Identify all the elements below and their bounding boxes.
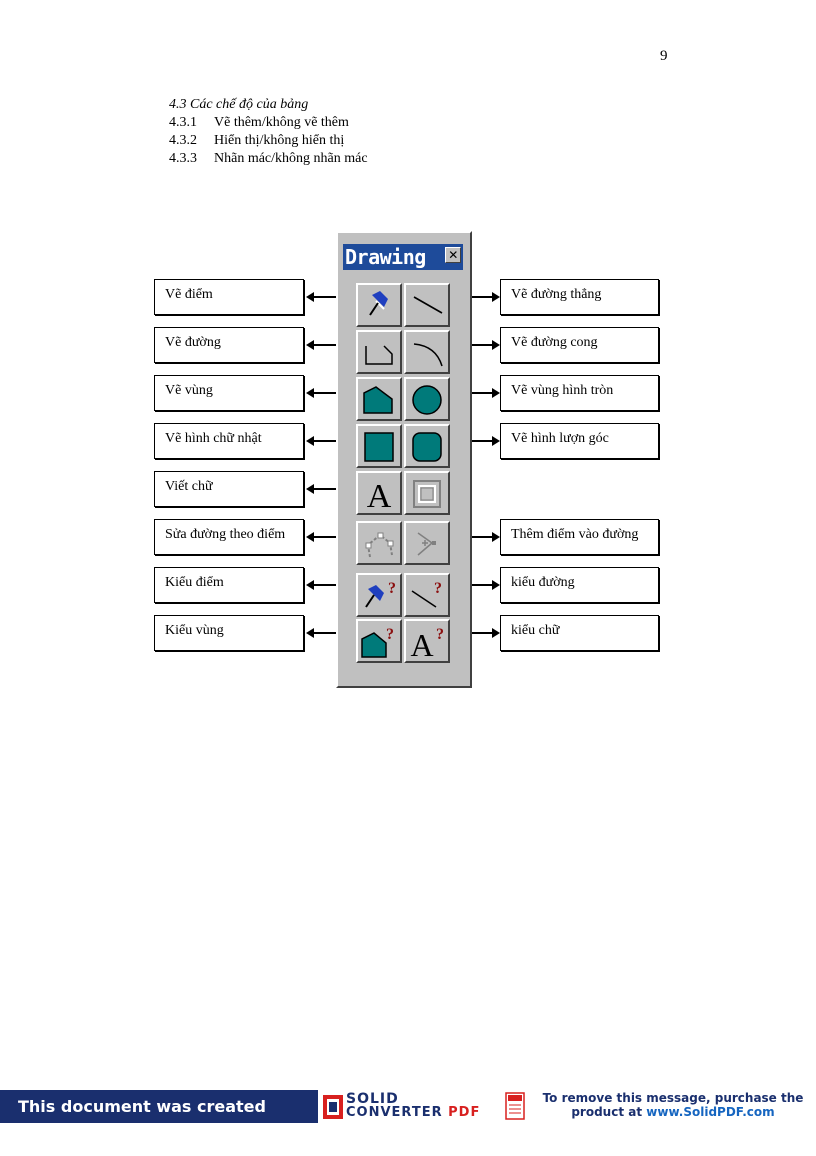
logo-converter: CONVERTER bbox=[346, 1105, 443, 1120]
logo-pdf: PDF bbox=[448, 1105, 481, 1120]
arrow-right-icon bbox=[472, 580, 500, 590]
circle-tool-button[interactable] bbox=[404, 377, 450, 421]
label-sua-duong: Sửa đường theo điểm bbox=[154, 519, 304, 555]
help-glyph: ? bbox=[436, 626, 444, 643]
footer-right-prefix: product at bbox=[571, 1105, 647, 1119]
arrow-right-icon bbox=[472, 532, 500, 542]
label-kieu-diem: Kiểu điểm bbox=[154, 567, 304, 603]
label-viet-chu: Viết chữ bbox=[154, 471, 304, 507]
help-glyph: ? bbox=[386, 626, 394, 643]
frame-tool-button[interactable] bbox=[404, 471, 450, 515]
solid-converter-logo bbox=[322, 1091, 530, 1122]
section-item bbox=[169, 150, 368, 168]
point-tool-button[interactable] bbox=[356, 283, 402, 327]
section-heading: 4.3 Các chế độ của bảng bbox=[169, 97, 309, 112]
rectangle-tool-button[interactable] bbox=[356, 424, 402, 468]
solidpdf-link[interactable]: www.SolidPDF.com bbox=[646, 1105, 775, 1119]
arrow-left-icon bbox=[306, 340, 336, 350]
add-node-tool-button[interactable] bbox=[404, 521, 450, 565]
label-ve-duong: Vẽ đường bbox=[154, 327, 304, 363]
label-kieu-vung: Kiểu vùng bbox=[154, 615, 304, 651]
line-tool-button[interactable] bbox=[404, 283, 450, 327]
logo-line1: SOLID bbox=[346, 1091, 399, 1107]
text-tool-button[interactable] bbox=[356, 471, 402, 515]
toolbar-title: Drawing bbox=[345, 245, 426, 269]
item-text: Nhãn mác/không nhãn mác bbox=[214, 151, 368, 166]
help-glyph: ? bbox=[434, 580, 442, 597]
arrow-right-icon bbox=[472, 388, 500, 398]
region-tool-button[interactable] bbox=[356, 377, 402, 421]
arrow-right-icon bbox=[472, 340, 500, 350]
label-ve-hinh-luon-goc: Vẽ hình lượn góc bbox=[500, 423, 659, 459]
symbol-style-icon bbox=[358, 575, 400, 615]
letter-a-icon bbox=[358, 473, 400, 513]
arrow-left-icon bbox=[306, 292, 336, 302]
solid-logo-icon bbox=[322, 1091, 346, 1122]
footer-right-line2 bbox=[538, 1105, 808, 1119]
toolbar-titlebar[interactable] bbox=[343, 244, 463, 270]
label-kieu-duong: kiểu đường bbox=[500, 567, 659, 603]
label-ve-duong-thang: Vẽ đường thẳng bbox=[500, 279, 659, 315]
letter-a-glyph: A bbox=[410, 627, 434, 661]
arrow-left-icon bbox=[306, 580, 336, 590]
pushpin-icon bbox=[358, 285, 400, 325]
arrow-left-icon bbox=[306, 388, 336, 398]
letter-a-glyph: A bbox=[366, 478, 392, 513]
item-text: Vẽ thêm/không vẽ thêm bbox=[214, 115, 349, 130]
curve-tool-button[interactable] bbox=[404, 330, 450, 374]
arrow-right-icon bbox=[472, 628, 500, 638]
footer-purchase-text bbox=[538, 1091, 808, 1119]
arrow-right-icon bbox=[472, 436, 500, 446]
label-ve-diem: Vẽ điểm bbox=[154, 279, 304, 315]
curve-icon bbox=[406, 332, 448, 372]
text-style-icon bbox=[406, 621, 448, 661]
label-ve-duong-cong: Vẽ đường cong bbox=[500, 327, 659, 363]
logo-line2 bbox=[346, 1106, 480, 1120]
label-ve-vung: Vẽ vùng bbox=[154, 375, 304, 411]
pdf-document-icon bbox=[504, 1091, 526, 1122]
reshape-node-icon bbox=[358, 523, 400, 563]
section-item bbox=[169, 132, 368, 150]
straight-line-icon bbox=[406, 285, 448, 325]
page-number: 9 bbox=[660, 48, 668, 64]
label-ve-hinh-chu-nhat: Vẽ hình chữ nhật bbox=[154, 423, 304, 459]
arrow-right-icon bbox=[472, 292, 500, 302]
circle-region-icon bbox=[406, 379, 448, 419]
reshape-tool-button[interactable] bbox=[356, 521, 402, 565]
symbol-style-button[interactable] bbox=[356, 573, 402, 617]
line-style-icon bbox=[406, 575, 448, 615]
region-style-icon bbox=[358, 621, 400, 661]
item-number: 4.3.2 bbox=[169, 133, 197, 148]
polyline-tool-button[interactable] bbox=[356, 330, 402, 374]
arrow-left-icon bbox=[306, 484, 336, 494]
drawing-toolbar bbox=[336, 231, 472, 688]
arrow-left-icon bbox=[306, 532, 336, 542]
rectangle-icon bbox=[358, 426, 400, 466]
footer-created-text: This document was created using bbox=[0, 1090, 318, 1123]
line-style-button[interactable] bbox=[404, 573, 450, 617]
section-4-3 bbox=[169, 96, 368, 168]
polygon-region-icon bbox=[358, 379, 400, 419]
add-node-icon bbox=[406, 523, 448, 563]
label-kieu-chu: kiểu chữ bbox=[500, 615, 659, 651]
converter-footer bbox=[0, 1090, 816, 1149]
polyline-icon bbox=[358, 332, 400, 372]
item-number: 4.3.1 bbox=[169, 115, 197, 130]
rounded-rectangle-icon bbox=[406, 426, 448, 466]
footer-right-line1: To remove this message, purchase the bbox=[542, 1091, 804, 1105]
label-them-diem: Thêm điểm vào đường bbox=[500, 519, 659, 555]
close-button[interactable]: ✕ bbox=[445, 247, 461, 263]
section-item bbox=[169, 114, 368, 132]
rounded-rectangle-tool-button[interactable] bbox=[404, 424, 450, 468]
frame-icon bbox=[406, 473, 448, 513]
label-ve-vung-hinh-tron: Vẽ vùng hình tròn bbox=[500, 375, 659, 411]
help-glyph: ? bbox=[388, 580, 396, 597]
item-number: 4.3.3 bbox=[169, 151, 197, 166]
arrow-left-icon bbox=[306, 628, 336, 638]
region-style-button[interactable] bbox=[356, 619, 402, 663]
text-style-button[interactable] bbox=[404, 619, 450, 663]
item-text: Hiển thị/không hiển thị bbox=[214, 133, 345, 148]
arrow-left-icon bbox=[306, 436, 336, 446]
